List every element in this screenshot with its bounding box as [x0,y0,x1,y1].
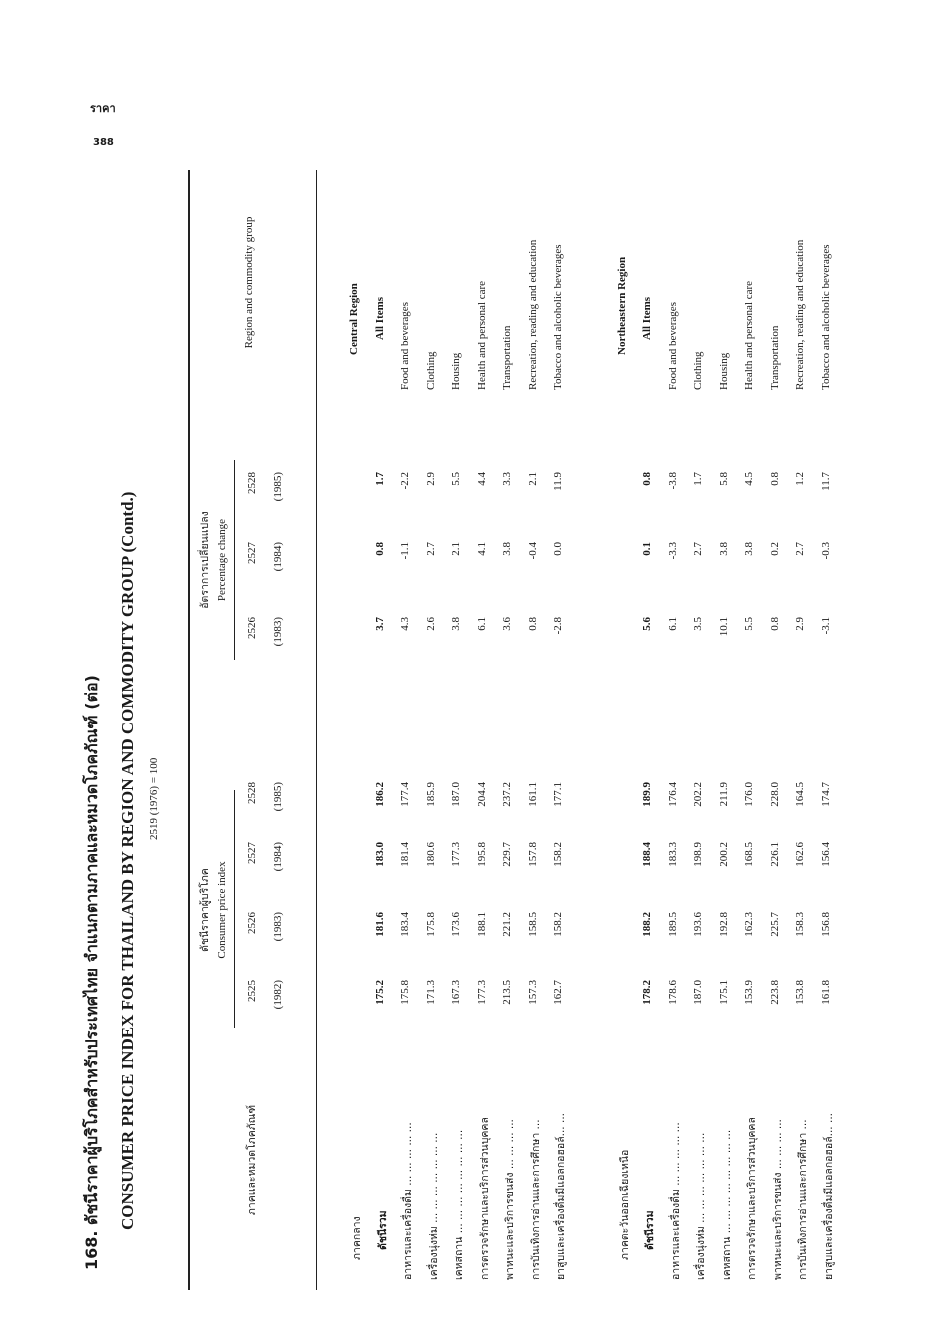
cpi-value: 174.7 [819,782,832,807]
cpi-header-thai: ดัชนีราคาผู้บริโภค [199,868,211,952]
commodity-label-english: Tobacco and alcoholic beverages [552,244,564,390]
cpi-value: 188.2 [641,912,653,937]
pct-change-value: 3.3 [501,472,513,486]
pct-change-value: -2.2 [399,472,411,490]
pct-change-value: 0.8 [768,472,781,486]
cpi-value: 183.0 [373,842,386,867]
cpi-value: 162.3 [743,912,755,937]
commodity-label-english: Health and personal care [475,280,488,390]
right-column-header: Region and commodity group [243,216,255,349]
cpi-value: 185.9 [424,782,437,807]
cpi-value: 187.0 [692,980,704,1005]
cpi-value: 173.6 [450,912,462,937]
pct-change-value: 6.1 [666,617,679,631]
page-number: 388 [93,137,114,148]
cpi-year-be: 2527 [246,842,258,864]
pct-change-value: 11.7 [819,472,832,491]
pct-change-value: 0.8 [768,617,781,631]
pct-change-value: 3.8 [717,542,730,556]
commodity-label-english: Clothing [424,351,437,390]
pct-change-value: 2.9 [424,472,437,486]
region-name-thai: ภาคตะวันออกเฉียงเหนือ [618,1149,631,1260]
cpi-value: 156.8 [819,912,832,937]
cpi-value: 171.3 [424,980,437,1005]
pct-change-value: -2.8 [552,617,564,635]
cpi-year-be: 2526 [246,912,258,934]
commodity-label-english: Recreation, reading and education [526,239,539,390]
cpi-value: 188.1 [475,912,488,937]
pct-change-value: 3.8 [501,542,513,556]
pct-change-value: 2.7 [692,542,704,556]
pct-change-value: 10.1 [717,617,730,637]
pct-change-value: 2.9 [794,617,806,631]
cpi-value: 158.2 [552,842,564,867]
pct-change-value: -0.3 [819,542,832,560]
commodity-label-thai: อาหารและเครื่องดื่ม ... ... ... ... ... [669,1122,682,1280]
pct-change-value: 5.6 [641,617,653,631]
table-top-rule [188,170,190,1290]
cpi-value: 204.4 [475,782,488,807]
commodity-label-thai: เคหสถาน ... ... ... ... ... ... ... ... [453,1129,465,1280]
cpi-year-ce: (1985) [272,782,284,812]
cpi-value: 176.0 [743,782,755,807]
cpi-value: 188.4 [641,842,653,867]
pct-change-value: 3.8 [450,617,462,631]
pct-year-be: 2528 [246,472,258,494]
pct-change-value: 0.1 [641,542,653,556]
cpi-value: 229.7 [501,842,513,867]
pct-year-ce: (1984) [272,542,284,572]
commodity-label-thai: เครื่องนุ่งห่ม ... ... ... ... ... ... ... [695,1132,707,1280]
cpi-value: 226.1 [768,842,781,867]
pct-change-value: 4.4 [475,472,488,486]
pct-change-value: -3.3 [666,542,679,560]
cpi-value: 193.6 [692,912,704,937]
cpi-value: 177.4 [399,782,411,807]
pct-change-value: 5.8 [717,472,730,486]
table-title-thai: 168. ดัชนีราคาผู้บริโภคสำหรับประเทศไทย จำแนกตามภาคและหมวดโภคภัณฑ์ (ต่อ) [82,675,101,1270]
pct-change-value: 0.2 [768,542,781,556]
commodity-label-thai: การบันเทิงการอ่านและการศึกษา ... [529,1119,542,1280]
commodity-label-english: All Items [641,296,653,340]
region-name-thai: ภาคกลาง [351,1216,363,1260]
left-column-header: ภาคและหมวดโภคภัณฑ์ [246,1104,258,1216]
pct-change-value: 1.2 [794,472,806,486]
rotated-table-page [80,170,870,1290]
pct-change-value: 2.1 [526,472,539,486]
pct-year-be: 2526 [246,617,258,639]
pct-change-value: 2.1 [450,542,462,556]
commodity-label-english: Housing [717,352,730,390]
pct-change-value: -3.8 [666,472,679,490]
pct-change-value: 6.1 [475,617,488,631]
cpi-value: 237.2 [501,782,513,807]
commodity-label-english: Health and personal care [743,280,755,390]
region-name-english: Central Region [348,283,360,355]
pct-change-value: 0.8 [373,542,386,556]
cpi-header-rule [234,790,235,1028]
cpi-table [188,170,868,1290]
commodity-label-thai: การบันเทิงการอ่านและการศึกษา ... [797,1119,809,1280]
cpi-value: 177.3 [450,842,462,867]
pct-year-ce: (1983) [272,617,284,647]
cpi-value: 178.6 [666,980,679,1005]
cpi-value: 177.1 [552,782,564,807]
cpi-value: 153.8 [794,980,806,1005]
cpi-value: 186.2 [373,782,386,807]
cpi-value: 180.6 [424,842,437,867]
cpi-value: 176.4 [666,782,679,807]
cpi-value: 221.2 [501,912,513,937]
pct-header-rule [234,460,235,660]
commodity-label-english: Transportation [768,325,781,390]
pct-change-value: 11.9 [552,472,564,491]
pct-year-be: 2527 [246,542,258,564]
commodity-label-english: Food and beverages [399,302,411,390]
cpi-value: 192.8 [717,912,730,937]
section-label: ราคา [90,102,116,115]
pct-change-value: 2.7 [794,542,806,556]
commodity-label-english: Transportation [501,325,513,390]
pct-change-value: 0.8 [641,472,653,486]
commodity-label-english: Recreation, reading and education [794,239,806,390]
cpi-value: 189.5 [666,912,679,937]
pct-change-value: -3.1 [819,617,832,635]
pct-change-value: 1.7 [373,472,386,486]
cpi-value: 175.8 [399,980,411,1005]
cpi-value: 156.4 [819,842,832,867]
cpi-year-ce: (1982) [272,980,284,1010]
cpi-value: 178.2 [641,980,653,1005]
cpi-value: 175.8 [424,912,437,937]
cpi-value: 202.2 [692,782,704,807]
commodity-label-english: Food and beverages [666,302,679,390]
pct-change-value: -0.4 [526,542,539,560]
cpi-year-ce: (1983) [272,912,284,942]
cpi-value: 198.9 [692,842,704,867]
cpi-value: 162.7 [552,980,564,1005]
commodity-label-thai: เครื่องนุ่งห่ม ... ... ... ... ... ... ... [427,1132,440,1280]
cpi-value: 158.5 [526,912,539,937]
cpi-value: 167.3 [450,980,462,1005]
table-title-english: CONSUMER PRICE INDEX FOR THAILAND BY REGION AND COMMODITY GROUP (Contd.) [118,491,137,1230]
pct-change-value: 3.7 [373,617,386,631]
commodity-label-thai: ยาสูบและเครื่องดื่มมีแอลกอฮอล์... ... [822,1113,835,1280]
commodity-label-english: Tobacco and alcoholic beverages [819,244,832,390]
cpi-value: 168.5 [743,842,755,867]
cpi-value: 225.7 [768,912,781,937]
pct-header-english: Percentage change [216,518,228,602]
region-name-english: Northeastern Region [615,256,628,355]
cpi-year-ce: (1984) [272,842,284,872]
pct-change-value: 3.5 [692,617,704,631]
commodity-label-thai: ยาสูบและเครื่องดื่มมีแอลกอฮอล์... ... [555,1113,567,1280]
cpi-value: 223.8 [768,980,781,1005]
cpi-value: 162.6 [794,842,806,867]
pct-change-value: -1.1 [399,542,411,560]
cpi-value: 213.5 [501,980,513,1005]
pct-change-value: 2.7 [424,542,437,556]
cpi-value: 157.8 [526,842,539,867]
pct-change-value: 4.5 [743,472,755,486]
cpi-value: 181.6 [373,912,386,937]
cpi-value: 161.8 [819,980,832,1005]
cpi-value: 183.3 [666,842,679,867]
cpi-header-english: Consumer price index [216,861,228,959]
cpi-value: 200.2 [717,842,730,867]
base-year-note: 2519 (1976) = 100 [148,757,160,840]
pct-change-value: 5.5 [743,617,755,631]
cpi-value: 158.3 [794,912,806,937]
cpi-value: 187.0 [450,782,462,807]
commodity-label-thai: การตรวจรักษาและบริการส่วนบุคคล [746,1117,758,1280]
commodity-label-english: Housing [450,352,462,390]
commodity-label-thai: ดัชนีรวม [376,1210,389,1250]
commodity-label-thai: พาหนะและบริการขนส่ง ... ... ... ... [504,1119,516,1280]
commodity-label-thai: การตรวจรักษาและบริการส่วนบุคคล [478,1117,491,1280]
cpi-value: 161.1 [526,782,539,807]
cpi-year-be: 2528 [246,782,258,804]
commodity-label-thai: เคหสถาน ... ... ... ... ... ... ... ... [720,1129,733,1280]
pct-change-value: 3.8 [743,542,755,556]
pct-change-value: 5.5 [450,472,462,486]
cpi-value: 183.4 [399,912,411,937]
cpi-value: 164.5 [794,782,806,807]
cpi-value: 175.1 [717,980,730,1005]
header-bottom-rule [316,170,317,1290]
commodity-label-thai: อาหารและเครื่องดื่ม ... ... ... ... ... [402,1122,414,1280]
pct-change-value: 0.8 [526,617,539,631]
pct-change-value: 3.6 [501,617,513,631]
pct-change-value: 4.3 [399,617,411,631]
pct-change-value: 0.0 [552,542,564,556]
pct-change-value: 4.1 [475,542,488,556]
cpi-value: 153.9 [743,980,755,1005]
cpi-value: 177.3 [475,980,488,1005]
cpi-value: 189.9 [641,782,653,807]
cpi-value: 181.4 [399,842,411,867]
commodity-label-thai: พาหนะและบริการขนส่ง ... ... ... ... [771,1119,784,1280]
commodity-label-english: Clothing [692,351,704,390]
cpi-value: 158.2 [552,912,564,937]
pct-header-thai: อัตราการเปลี่ยนแปลง [199,511,211,609]
cpi-value: 157.3 [526,980,539,1005]
cpi-value: 211.9 [717,782,730,807]
commodity-label-thai: ดัชนีรวม [644,1210,656,1250]
pct-change-value: 2.6 [424,617,437,631]
cpi-value: 175.2 [373,980,386,1005]
commodity-label-english: All Items [373,296,386,340]
cpi-value: 228.0 [768,782,781,807]
pct-year-ce: (1985) [272,472,284,502]
pct-change-value: 1.7 [692,472,704,486]
cpi-year-be: 2525 [246,980,258,1002]
cpi-value: 195.8 [475,842,488,867]
